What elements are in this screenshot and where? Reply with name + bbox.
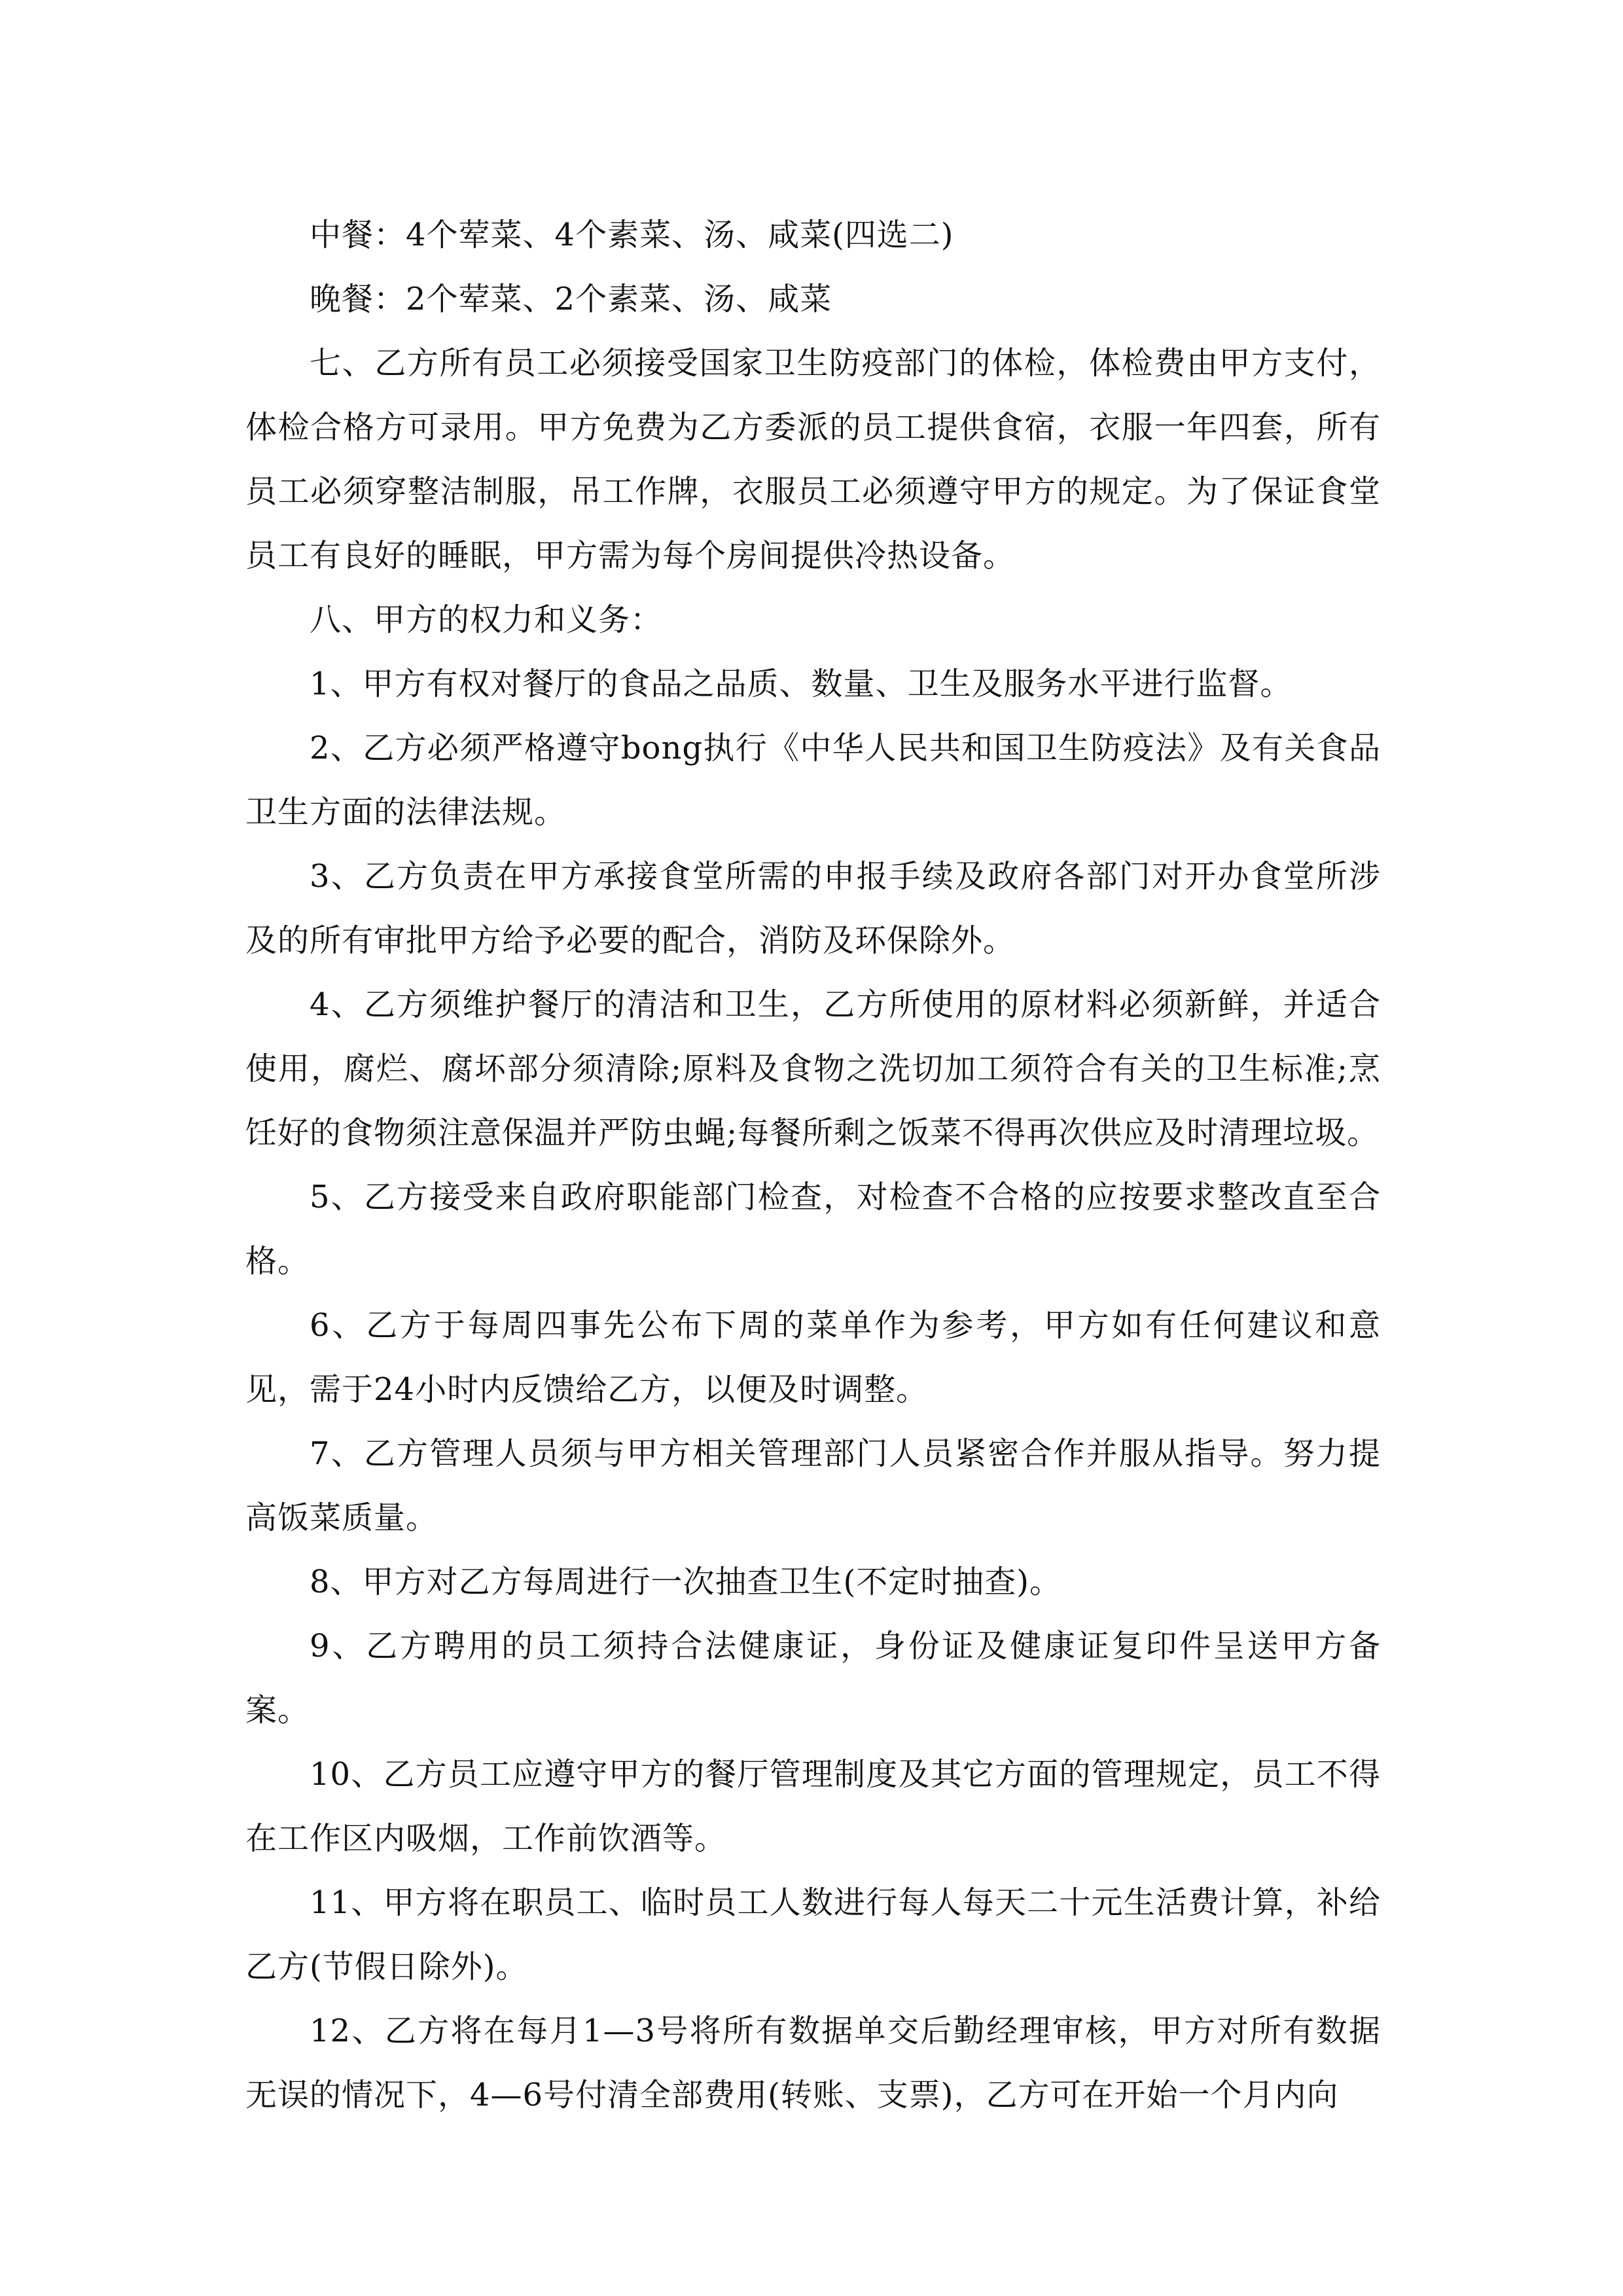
item-6-paragraph: 6、乙方于每周四事先公布下周的菜单作为参考，甲方如有任何建议和意见，需于24小时内反馈给乙方，以便及时调整。 xyxy=(245,1307,1381,1408)
clause-7-paragraph: 七、乙方所有员工必须接受国家卫生防疫部门的体检，体检费由甲方支付，体检合格方可录用。甲方免费为乙方委派的员工提供食宿，衣服一年四套，所有员工必须穿整洁制服，吊工作牌，衣服员工必须遵守甲方的规定。为了保证食堂员工有良好的睡眠，甲方需为每个房间提供冷热设备。 xyxy=(245,345,1381,574)
item-5-paragraph: 5、乙方接受来自政府职能部门检查，对检查不合格的应按要求整改直至合格。 xyxy=(245,1179,1381,1280)
item-3-paragraph: 3、乙方负责在甲方承接食堂所需的申报手续及政府各部门对开办食堂所涉及的所有审批甲方给予必要的配合，消防及环保除外。 xyxy=(245,858,1381,959)
item-8-paragraph: 8、甲方对乙方每周进行一次抽查卫生(不定时抽查)。 xyxy=(310,1564,1061,1600)
item-9-paragraph: 9、乙方聘用的员工须持合法健康证，身份证及健康证复印件呈送甲方备案。 xyxy=(245,1628,1381,1729)
lunch-menu-line: 中餐：4个荤菜、4个素菜、汤、咸菜(四选二) xyxy=(310,217,954,253)
item-11-paragraph: 11、甲方将在职员工、临时员工人数进行每人每天二十元生活费计算，补给乙方(节假日除外)。 xyxy=(245,1884,1381,1985)
item-12-paragraph: 12、乙方将在每月1—3号将所有数据单交后勤经理审核，甲方对所有数据无误的情况下，4—6号付清全部费用(转账、支票)，乙方可在开始一个月内向 xyxy=(245,2013,1381,2113)
document-body xyxy=(245,203,1381,2127)
item-10-paragraph: 10、乙方员工应遵守甲方的餐厅管理制度及其它方面的管理规定，员工不得在工作区内吸烟，工作前饮酒等。 xyxy=(245,1756,1381,1857)
dinner-menu-line: 晚餐：2个荤菜、2个素菜、汤、咸菜 xyxy=(310,281,832,317)
item-2-paragraph: 2、乙方必须严格遵守bong执行《中华人民共和国卫生防疫法》及有关食品卫生方面的法律法规。 xyxy=(245,730,1381,831)
item-1-paragraph: 1、甲方有权对餐厅的食品之品质、数量、卫生及服务水平进行监督。 xyxy=(310,666,1293,702)
item-4-paragraph: 4、乙方须维护餐厅的清洁和卫生，乙方所使用的原材料必须新鲜，并适合使用，腐烂、腐坏部分须清除;原料及食物之洗切加工须符合有关的卫生标准;烹饪好的食物须注意保温并严防虫蝇;每餐所剩之饭菜不得再次供应及时清理垃圾。 xyxy=(245,986,1381,1151)
section-8-heading: 八、甲方的权力和义务： xyxy=(310,601,663,638)
item-7-paragraph: 7、乙方管理人员须与甲方相关管理部门人员紧密合作并服从指导。努力提高饭菜质量。 xyxy=(245,1435,1381,1536)
